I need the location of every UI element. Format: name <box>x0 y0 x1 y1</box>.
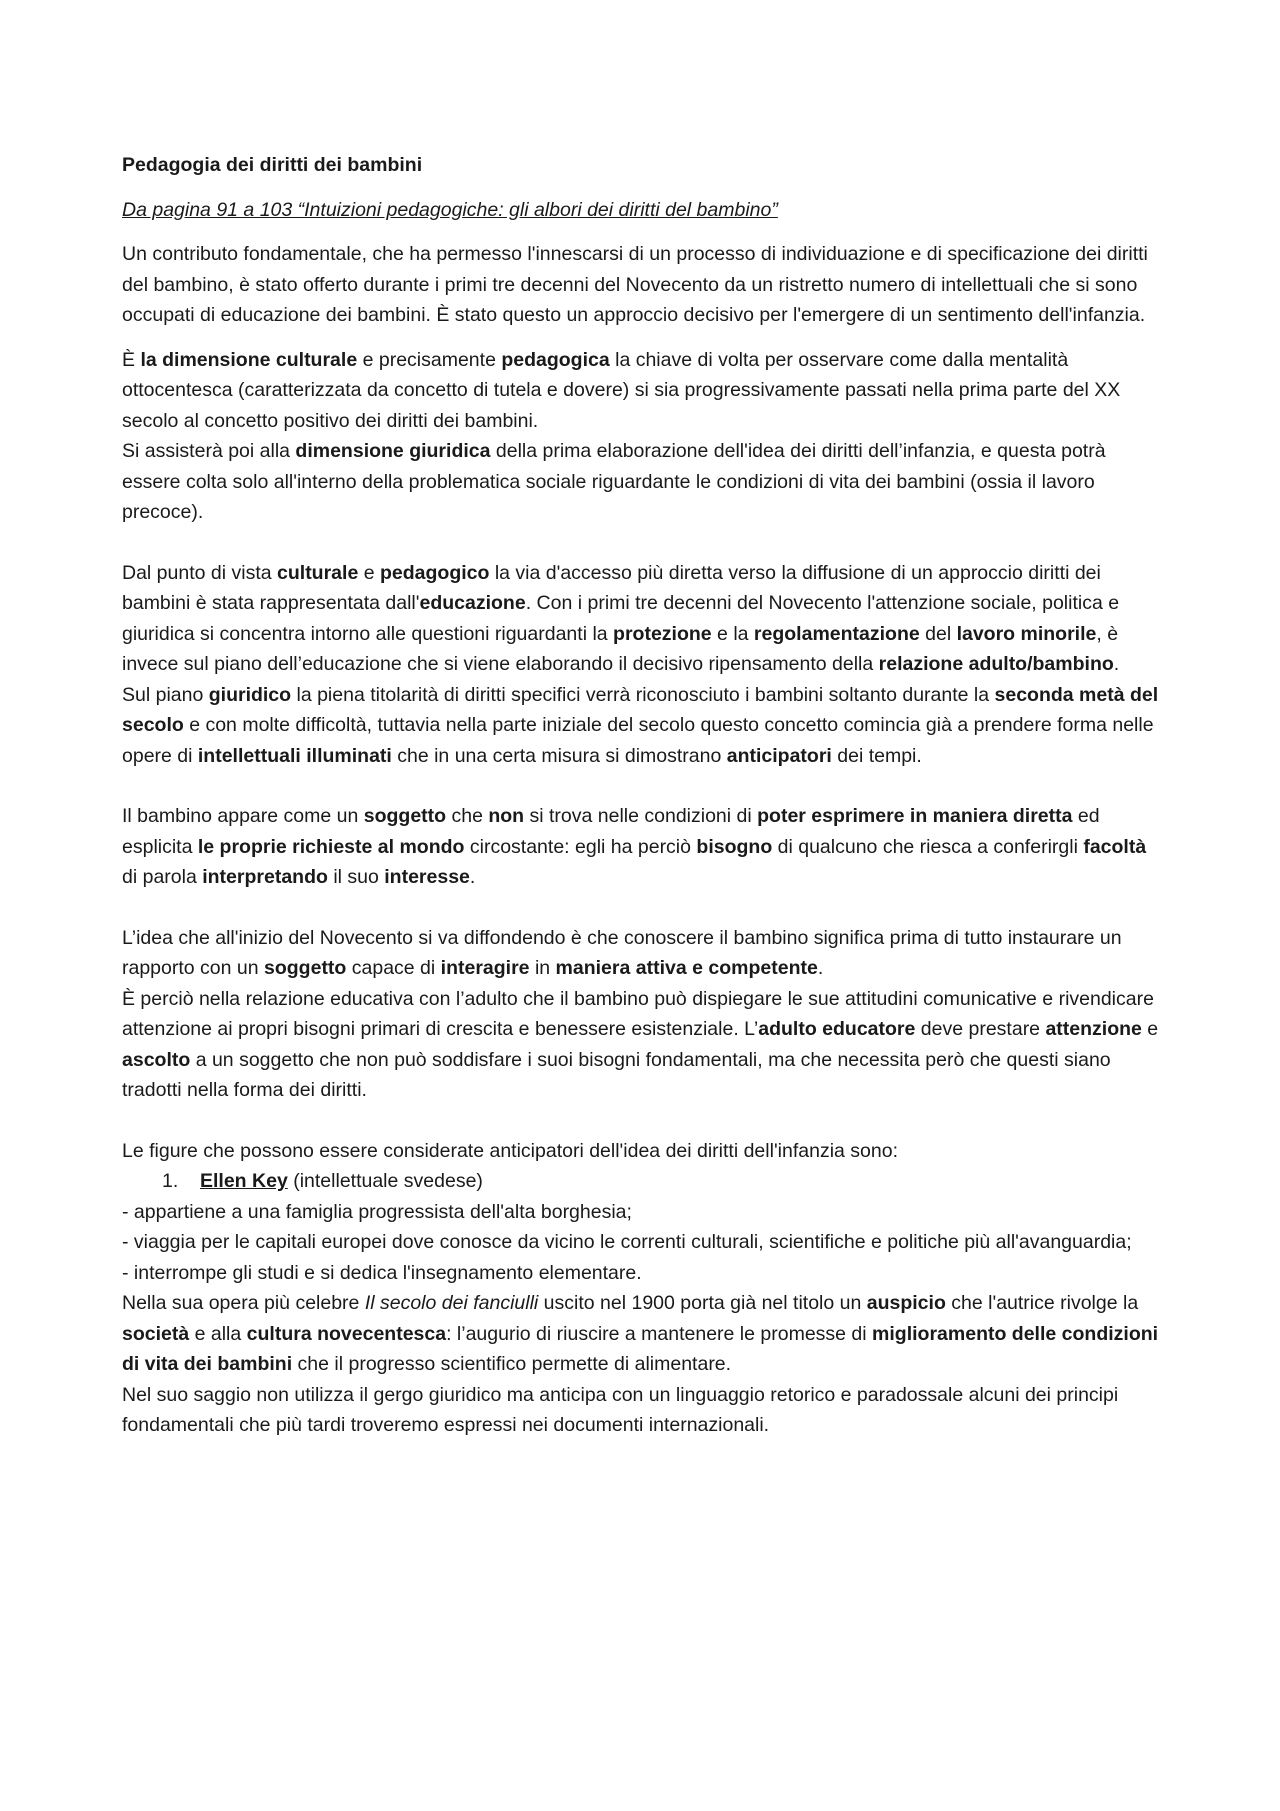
bullet-item: - interrompe gli studi e si dedica l'insegnamento elementare. <box>122 1261 642 1284</box>
document-page <box>122 150 1162 1441</box>
paragraph-secolo-fanciulli: Nella sua opera più celebre Il secolo dei fanciulli uscito nel 1900 porta già nel titolo un auspicio che l'autrice rivolge la società e alla cultura novecentesca: l’augurio di riuscire a mantenere le promesse di miglioramento delle condizioni di vita dei bambini che il progresso scientifico permette di alimentare. <box>122 1292 1159 1375</box>
paragraph-essay: Nel suo saggio non utilizza il gergo giuridico ma anticipa con un linguaggio retorico e paradossale alcuni dei principi fondamentali che più tardi troveremo espressi nei documenti internazionali. <box>122 1383 1119 1436</box>
paragraph-knowing-child: L’idea che all'inizio del Novecento si va diffondendo è che conoscere il bambino significa prima di tutto instaurare un rapporto con un soggetto capace di interagire in maniera attiva e competente. <box>122 926 1122 979</box>
list-item-ellen-key: 1. Ellen Key (intellettuale svedese) <box>162 1170 483 1192</box>
paragraph-intro: Un contributo fondamentale, che ha permesso l'innescarsi di un processo di individuazione e di specificazione dei diritti del bambino, è stato offerto durante i primi tre decenni del Novecento da un ristretto numero di intellettuali che si sono occupati di educazione dei bambini. È stato questo un approccio decisivo per l'emergere di un sentimento dell'infanzia. <box>122 243 1148 326</box>
paragraph-legal-plane: Sul piano giuridico la piena titolarità di diritti specifici verrà riconosciuto i bambini soltanto durante la seconda metà del secolo e con molte difficoltà, tuttavia nella parte iniziale del secolo questo concetto comincia già a prendere forma nelle opere di intellettuali illuminati che in una certa misura si dimostrano anticipatori dei tempi. <box>122 683 1159 767</box>
bullet-item: - appartiene a una famiglia progressista dell'alta borghesia; <box>122 1200 632 1223</box>
paragraph-educational-relation: È perciò nella relazione educativa con l’adulto che il bambino può dispiegare le sue attitudini comunicative e rivendicare attenzione ai propri bisogni primari di crescita e benessere esistenziale. L’adulto educatore deve prestare attenzione e ascolto a un soggetto che non può soddisfare i suoi bisogni fondamentali, ma che necessita però che questi siano tradotti nella forma dei diritti. <box>122 987 1159 1101</box>
bullet-item: - viaggia per le capitali europei dove conosce da vicino le correnti culturali, scientifiche e politiche più all'avanguardia; <box>122 1231 1132 1253</box>
paragraph-child-subject: Il bambino appare come un soggetto che non si trova nelle condizioni di poter esprimere in maniera diretta ed esplicita le proprie richieste al mondo circostante: egli ha perciò bisogno di qualcuno che riesca a conferirgli facoltà di parola interpretando il suo interesse. <box>122 805 1147 888</box>
ellen-key-name: Ellen Key <box>200 1170 288 1192</box>
paragraph-legal-dimension: Si assisterà poi alla dimensione giuridica della prima elaborazione dell'idea dei diritti dell’infanzia, e questa potrà essere colta solo all'interno della problematica sociale riguardante le condizioni di vita dei bambini (ossia il lavoro precoce). <box>122 440 1106 523</box>
paragraph-education-access: Dal punto di vista culturale e pedagogico la via d'accesso più diretta verso la diffusione di un approccio diritti dei bambini è stata rappresentata dall'educazione. Con i primi tre decenni del Novecento l'attenzione sociale, politica e giuridica si concentra intorno alle questioni riguardanti la protezione e la regolamentazione del lavoro minorile, è invece sul piano dell’educazione che si viene elaborando il decisivo ripensamento della relazione adulto/bambino. <box>122 561 1120 675</box>
document-title: Pedagogia dei diritti dei bambini <box>122 154 423 176</box>
document-subtitle: Da pagina 91 a 103 “Intuizioni pedagogiche: gli albori dei diritti del bambino” <box>122 198 778 221</box>
paragraph-figures-intro: Le figure che possono essere considerate anticipatori dell'idea dei diritti dell'infanzia sono: <box>122 1139 899 1162</box>
paragraph-cultural-dimension: È la dimensione culturale e precisamente pedagogica la chiave di volta per osservare come dalla mentalità ottocentesca (caratterizzata da concetto di tutela e dovere) si sia progressivamente passati nella prima parte del XX secolo al concetto positivo dei diritti dei bambini. <box>122 348 1121 432</box>
